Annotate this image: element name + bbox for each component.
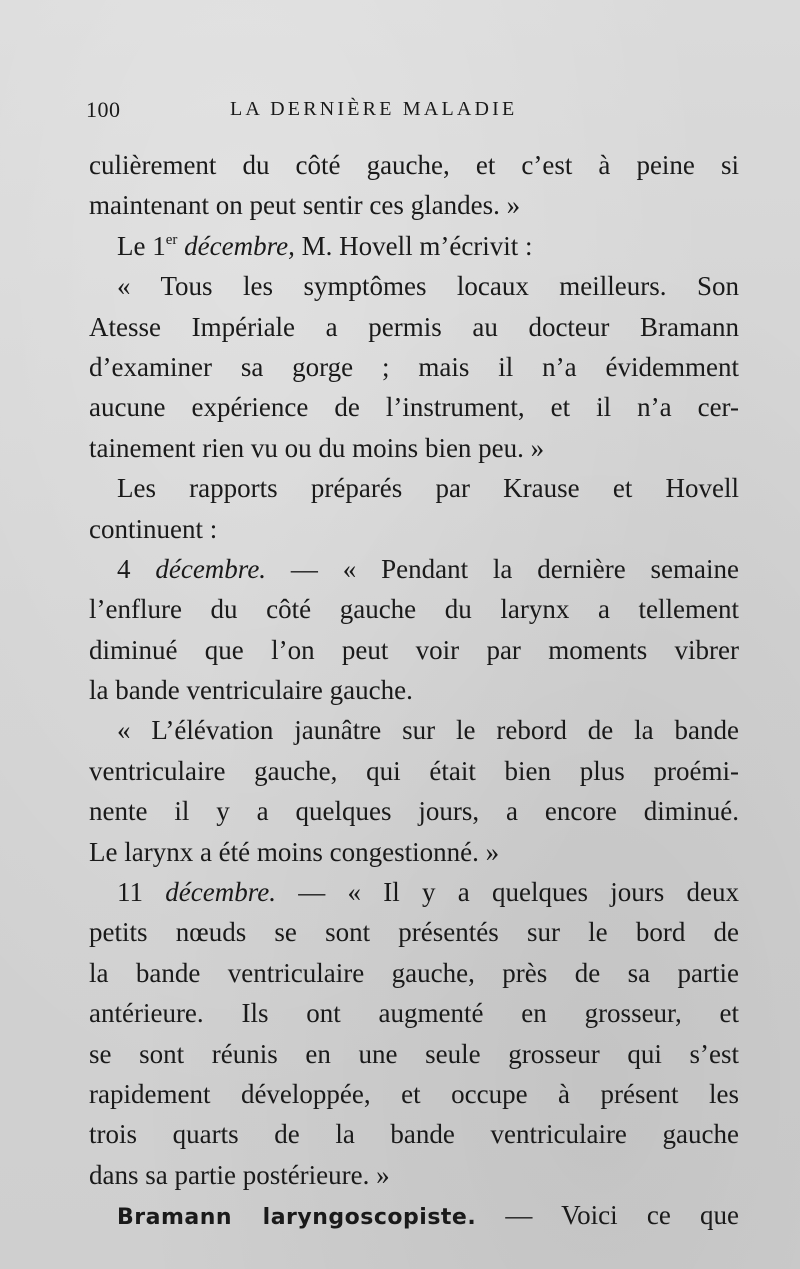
italic-date: décembre. <box>165 877 276 908</box>
line-text: M. Hovell m’écrivit : <box>294 230 533 261</box>
italic-date: décembre. <box>155 553 267 584</box>
text-line <box>89 428 739 468</box>
running-title: LA DERNIÈRE MALADIE <box>230 98 518 120</box>
line-text: aucune expérience de l’instrument, et il n’a cer- <box>89 392 739 423</box>
text-line <box>89 185 739 225</box>
text-line <box>89 549 739 589</box>
text-line <box>89 589 739 629</box>
italic-date: décembre, <box>184 230 295 261</box>
line-text: — « Il y a quelques jours deux <box>275 877 740 908</box>
text-line <box>89 912 739 952</box>
line-text: antérieure. Ils ont augmenté en grosseur, et <box>89 998 739 1029</box>
line-text: diminué que l’on peut voir par moments vibrer <box>89 634 739 665</box>
line-text: Les rapports préparés par Krause et Hovell <box>117 473 739 504</box>
line-text: petits nœuds se sont présentés sur le bord de <box>89 917 739 948</box>
page-number: 100 <box>86 97 121 122</box>
line-text: dans sa partie postérieure. » <box>89 1159 390 1190</box>
line-text: la bande ventriculaire gauche. <box>89 675 413 706</box>
line-text: — « Pendant la dernière semaine <box>266 553 740 584</box>
text-line <box>89 509 739 549</box>
text-line <box>89 670 739 710</box>
line-text: Le 1 <box>117 230 166 261</box>
line-text: la bande ventriculaire gauche, près de sa partie <box>89 957 739 988</box>
line-text: se sont réunis en une seule grosseur qui s’est <box>89 1038 739 1069</box>
line-text: 11 <box>117 877 166 908</box>
text-line <box>89 347 739 387</box>
text-line <box>89 266 739 306</box>
text-line <box>89 791 739 831</box>
line-text: tainement rien vu ou du moins bien peu. » <box>89 432 545 463</box>
line-text: rapidement développée, et occupe à présent les <box>89 1078 739 1109</box>
text-line <box>89 993 739 1033</box>
line-text: 4 <box>117 553 156 584</box>
body-text <box>89 145 739 1236</box>
text-line <box>89 1034 739 1074</box>
line-text: Le larynx a été moins congestionné. » <box>89 836 500 867</box>
text-line <box>89 307 739 347</box>
line-text: culièrement du côté gauche, et c’est à peine si <box>89 150 739 180</box>
running-head <box>86 97 736 127</box>
section-heading: Bramann laryngoscopiste. <box>117 1205 477 1231</box>
line-text: — Voici ce que <box>476 1200 740 1231</box>
text-line <box>89 710 739 750</box>
line-text: continuent : <box>89 513 218 544</box>
line-text: l’enflure du côté gauche du larynx a tellement <box>89 594 739 625</box>
text-line <box>89 751 739 791</box>
text-line <box>89 226 739 266</box>
text-line <box>89 872 739 912</box>
line-text: nente il y a quelques jours, a encore diminué. <box>89 796 739 827</box>
text-line <box>89 630 739 670</box>
line-text: maintenant on peut sentir ces glandes. » <box>89 190 521 221</box>
line-text: ventriculaire gauche, qui était bien plus proémi- <box>89 755 739 786</box>
text-line <box>89 1074 739 1114</box>
ordinal-superscript: er <box>165 231 178 248</box>
line-text: trois quarts de la bande ventriculaire gauche <box>89 1119 739 1150</box>
line-text: « Tous les symptômes locaux meilleurs. Son <box>117 271 739 302</box>
text-line <box>89 145 739 185</box>
text-line <box>89 832 739 872</box>
line-text: « L’élévation jaunâtre sur le rebord de la bande <box>117 715 739 746</box>
text-line <box>89 387 739 427</box>
text-line <box>89 1195 739 1235</box>
text-line <box>89 468 739 508</box>
text-line <box>89 953 739 993</box>
text-line <box>89 1114 739 1154</box>
line-text: d’examiner sa gorge ; mais il n’a évidemment <box>89 351 739 382</box>
line-text: Atesse Impériale a permis au docteur Bramann <box>89 311 739 342</box>
text-line <box>89 1155 739 1195</box>
